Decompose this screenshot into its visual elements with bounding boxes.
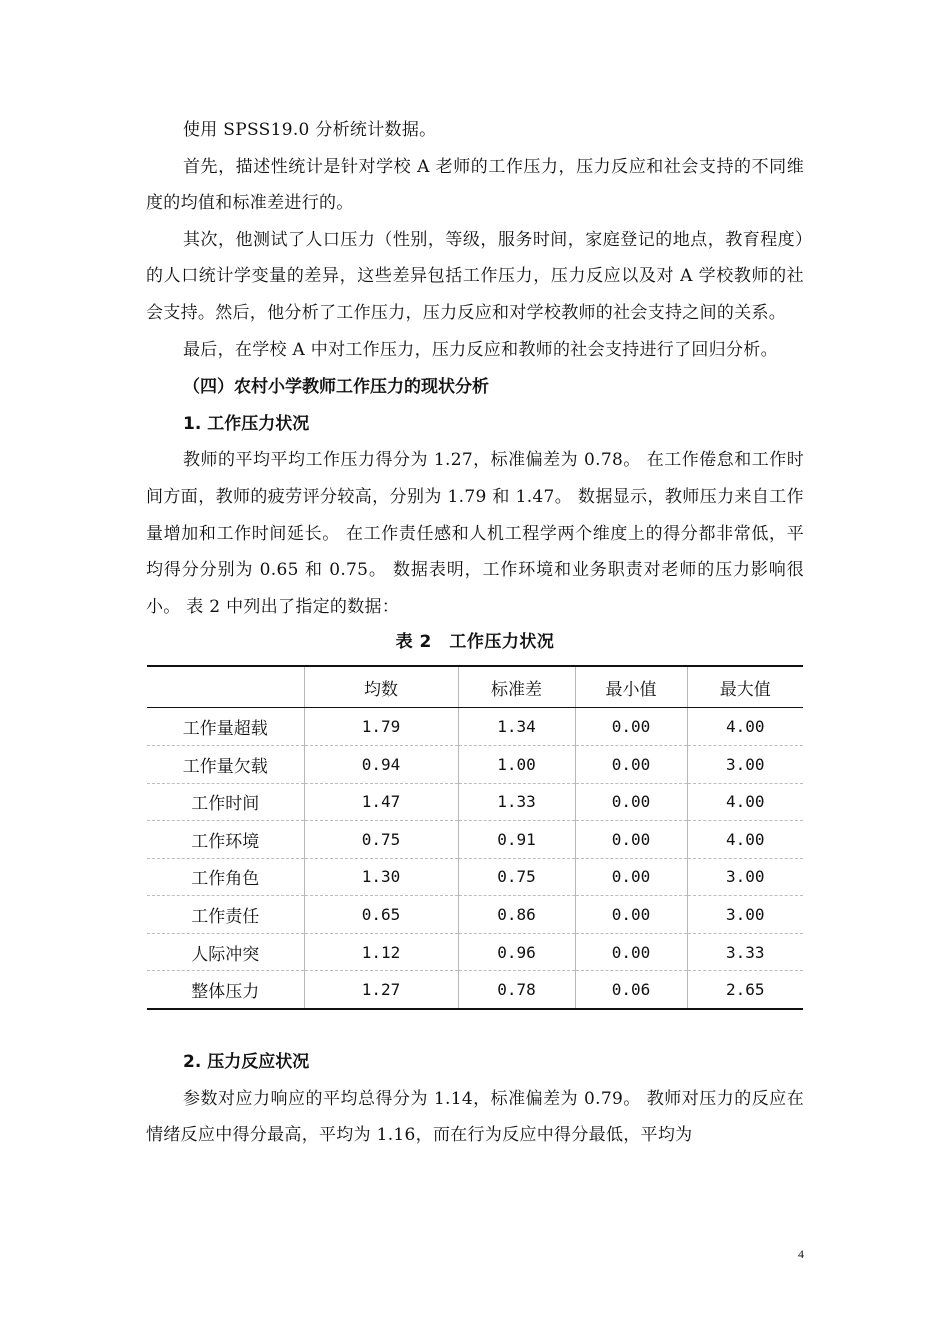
value-cell: 1.00 bbox=[458, 745, 575, 783]
table-row bbox=[147, 708, 803, 746]
table-row bbox=[147, 896, 803, 934]
value-cell: 0.75 bbox=[304, 821, 458, 859]
table-header-cell: 均数 bbox=[304, 666, 458, 708]
table-caption: 表 2 工作压力状况 bbox=[395, 632, 555, 653]
value-cell: 0.86 bbox=[458, 896, 575, 934]
table-body bbox=[147, 708, 803, 1009]
value-cell: 2.65 bbox=[687, 971, 803, 1009]
value-cell: 1.33 bbox=[458, 783, 575, 821]
table-row bbox=[147, 745, 803, 783]
work-stress-table bbox=[147, 665, 803, 1010]
subsection-heading-stress-response: 2. 压力反应状况 bbox=[183, 1052, 310, 1073]
subsection-heading-work-stress: 1. 工作压力状况 bbox=[183, 413, 310, 434]
value-cell: 1.34 bbox=[458, 708, 575, 746]
value-cell: 0.00 bbox=[575, 783, 687, 821]
paragraph-first: 首先，描述性统计是针对学校 A 老师的工作压力，压力反应和社会支持的不同维度的均值和标准差进行的。 bbox=[146, 156, 804, 214]
paragraph-second: 其次，他测试了人口压力（性别，等级，服务时间，家庭登记的地点，教育程度）的人口统计学变量的差异，这些差异包括工作压力，压力反应以及对 A 学校教师的社会支持。然后，他分析了工作压力，压力反应和对学校教师的社会支持之间的关系。 bbox=[146, 229, 804, 323]
paragraph-work-stress: 教师的平均平均工作压力得分为 1.27，标准偏差为 0.78。 在工作倦怠和工作时间方面，教师的疲劳评分较高，分别为 1.79 和 1.47。 数据显示，教师压力来自工作量增加和工作时间延长。 在工作责任感和人机工程学两个维度上的得分都非常低，平均得分分别为 0.65 和 0.75。 数据表明，工作环境和业务职责对老师的压力影响很小。 表 2 中列出了指定的数据： bbox=[146, 450, 804, 617]
value-cell: 0.91 bbox=[458, 821, 575, 859]
table-header-row bbox=[147, 666, 803, 708]
value-cell: 0.94 bbox=[304, 745, 458, 783]
row-label-cell: 工作角色 bbox=[147, 858, 304, 896]
table-header-cell: 最小值 bbox=[575, 666, 687, 708]
value-cell: 0.78 bbox=[458, 971, 575, 1009]
value-cell: 0.00 bbox=[575, 745, 687, 783]
page-number: 4 bbox=[798, 1247, 804, 1261]
value-cell: 0.75 bbox=[458, 858, 575, 896]
table-row bbox=[147, 858, 803, 896]
value-cell: 3.00 bbox=[687, 896, 803, 934]
table-header-cell bbox=[147, 666, 304, 708]
row-label-cell: 工作责任 bbox=[147, 896, 304, 934]
row-label-cell: 整体压力 bbox=[147, 971, 304, 1009]
value-cell: 0.96 bbox=[458, 933, 575, 971]
table-row bbox=[147, 933, 803, 971]
value-cell: 3.33 bbox=[687, 933, 803, 971]
table-row bbox=[147, 971, 803, 1009]
paragraph-last: 最后，在学校 A 中对工作压力，压力反应和教师的社会支持进行了回归分析。 bbox=[183, 339, 778, 360]
value-cell: 4.00 bbox=[687, 821, 803, 859]
value-cell: 0.00 bbox=[575, 821, 687, 859]
page-content bbox=[146, 112, 804, 1154]
row-label-cell: 工作环境 bbox=[147, 821, 304, 859]
section-heading: （四）农村小学教师工作压力的现状分析 bbox=[183, 377, 489, 398]
value-cell: 3.00 bbox=[687, 745, 803, 783]
table-header-cell: 最大值 bbox=[687, 666, 803, 708]
value-cell: 0.00 bbox=[575, 896, 687, 934]
value-cell: 1.30 bbox=[304, 858, 458, 896]
value-cell: 0.06 bbox=[575, 971, 687, 1009]
value-cell: 0.00 bbox=[575, 933, 687, 971]
row-label-cell: 工作时间 bbox=[147, 783, 304, 821]
row-label-cell: 人际冲突 bbox=[147, 933, 304, 971]
value-cell: 0.65 bbox=[304, 896, 458, 934]
value-cell: 1.27 bbox=[304, 971, 458, 1009]
value-cell: 1.79 bbox=[304, 708, 458, 746]
table-row bbox=[147, 783, 803, 821]
table-header-cell: 标准差 bbox=[458, 666, 575, 708]
value-cell: 4.00 bbox=[687, 783, 803, 821]
value-cell: 3.00 bbox=[687, 858, 803, 896]
row-label-cell: 工作量超载 bbox=[147, 708, 304, 746]
row-label-cell: 工作量欠载 bbox=[147, 745, 304, 783]
value-cell: 0.00 bbox=[575, 858, 687, 896]
value-cell: 4.00 bbox=[687, 708, 803, 746]
paragraph-stress-response: 参数对应力响应的平均总得分为 1.14，标准偏差为 0.79。 教师对压力的反应在情绪反应中得分最高，平均为 1.16，而在行为反应中得分最低，平均为 bbox=[146, 1088, 804, 1146]
value-cell: 1.47 bbox=[304, 783, 458, 821]
value-cell: 1.12 bbox=[304, 933, 458, 971]
table-row bbox=[147, 821, 803, 859]
value-cell: 0.00 bbox=[575, 708, 687, 746]
paragraph-spss: 使用 SPSS19.0 分析统计数据。 bbox=[183, 120, 437, 140]
